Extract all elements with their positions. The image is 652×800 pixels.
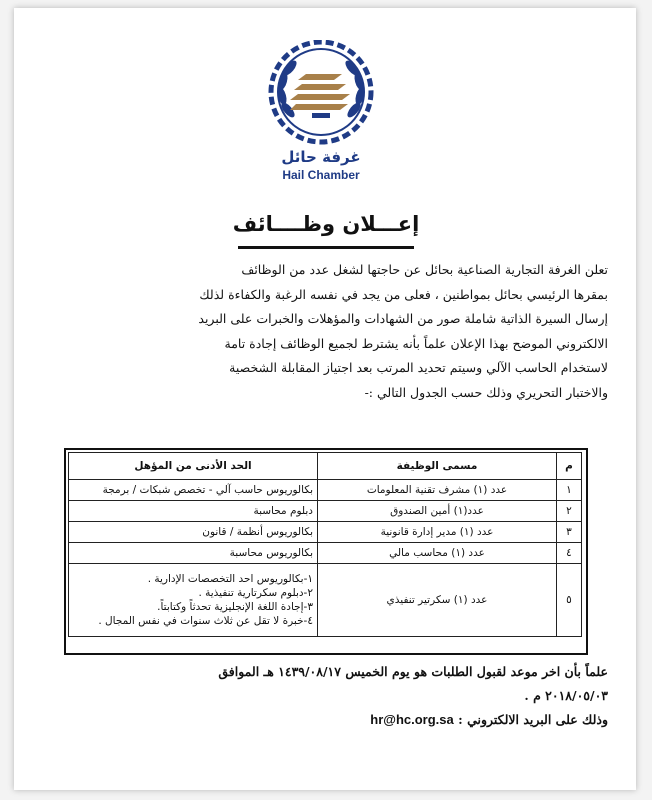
row-number: ٤ — [557, 543, 582, 564]
logo-emblem-icon — [246, 40, 396, 150]
note-line: علماً بأن اخر موعد لقبول الطلبات هو يوم الخميس ١٤٣٩/٠٨/١٧ هـ الموافق — [218, 664, 608, 679]
row-number: ٢ — [557, 501, 582, 522]
paragraph-line: الالكتروني الموضح بهذا الإعلان علماً بأنه يشترط لجميع الوظائف إجادة تامة — [224, 335, 608, 351]
table-row — [69, 501, 582, 522]
paragraph-line: إرسال السيرة الذاتية شاملة صور من الشهادات والمؤهلات والخبرات على البريد — [198, 311, 608, 326]
row-job-title: عدد (١) مدير إدارة قانونية — [318, 522, 557, 543]
header-qualification: الحد الأدنى من المؤهل — [69, 453, 318, 480]
table-header-row — [69, 453, 582, 480]
paragraph-line: لاستخدام الحاسب الآلي وسيتم تحديد المرتب بعد اجتياز المقابلة الشخصية — [229, 360, 608, 375]
table-row — [69, 543, 582, 564]
paragraph-line: والاختبار التحريري وذلك حسب الجدول التالي :- — [364, 384, 608, 400]
row-job-title: عدد (١) مشرف تقنية المعلومات — [318, 480, 557, 501]
paragraph-line: بمقرها الرئيسي بحائل بمواطنين ، فعلى من يجد في نفسه الرغبة والكفاءة لذلك — [199, 286, 608, 302]
row-job-title: عدد(١) أمين الصندوق — [318, 501, 557, 522]
header-number: م — [557, 453, 582, 480]
table-row — [69, 564, 582, 637]
qualification-item: ١-بكالوريوس احد التخصصات الإدارية . — [147, 573, 313, 585]
row-number: ١ — [557, 480, 582, 501]
qualification-item: ٢-دبلوم سكرتارية تنفيذية . — [198, 587, 313, 599]
title-underline — [238, 246, 414, 249]
table-row — [69, 522, 582, 543]
logo-english-name: Hail Chamber — [282, 168, 360, 182]
paragraph-line: تعلن الغرفة التجارية الصناعية بحائل عن حاجتها لشغل عدد من الوظائف — [241, 262, 608, 277]
row-qualification-list — [69, 564, 318, 637]
header-job-title: مسمى الوظيفة — [318, 453, 557, 480]
email-row — [44, 712, 608, 727]
qualification-item: ٤-خبرة لا تقل عن ثلاث سنوات في نفس المجال . — [98, 615, 313, 627]
note-line: ٢٠١٨/٠٥/٠٣ م . — [524, 688, 608, 703]
row-job-title: عدد (١) محاسب مالي — [318, 543, 557, 564]
row-qualification: دبلوم محاسبة — [69, 501, 318, 522]
email-address[interactable]: hr@hc.org.sa — [370, 712, 454, 727]
deadline-note — [44, 660, 608, 708]
row-job-title: عدد (١) سكرتير تنفيذي — [318, 564, 557, 637]
announcement-paragraph — [44, 258, 608, 405]
hail-chamber-logo — [246, 40, 396, 190]
page-title: إعـــلان وظــــائف — [232, 212, 420, 236]
table-row — [69, 480, 582, 501]
row-number: ٥ — [557, 564, 582, 637]
email-label: وذلك على البريد الالكتروني : — [458, 712, 608, 727]
jobs-table — [68, 452, 582, 637]
row-number: ٣ — [557, 522, 582, 543]
qualification-item: ٣-إجادة اللغة الإنجليزية تحدثاً وكتابتاً. — [157, 601, 313, 613]
row-qualification: بكالوريوس أنظمة / قانون — [69, 522, 318, 543]
logo-arabic-name: غرفة حائل — [281, 148, 361, 166]
row-qualification: بكالوريوس حاسب آلي - تخصص شبكات / برمجة — [69, 480, 318, 501]
row-qualification: بكالوريوس محاسبة — [69, 543, 318, 564]
